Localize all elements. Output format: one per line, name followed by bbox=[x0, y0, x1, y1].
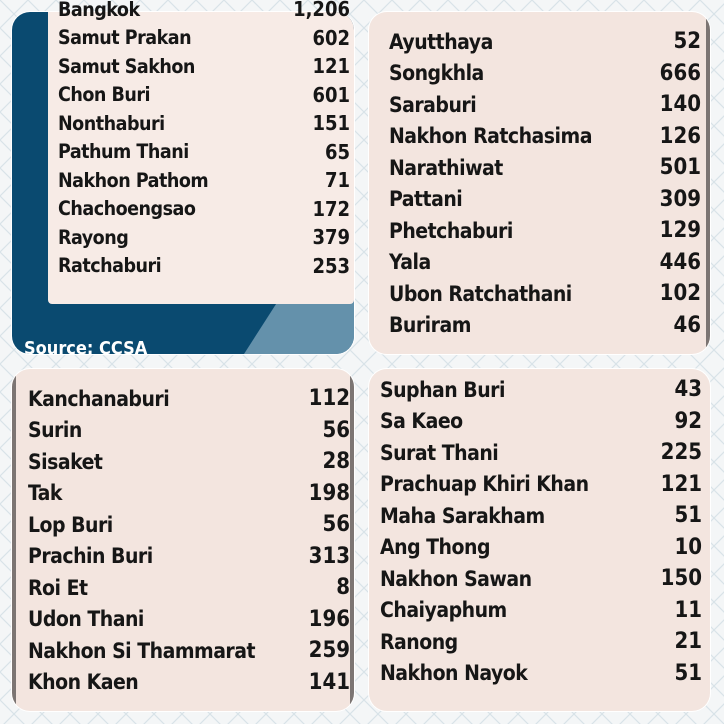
province-row bbox=[389, 152, 701, 184]
province-name: Kanchanaburi bbox=[28, 386, 170, 411]
case-count: 198 bbox=[308, 480, 350, 506]
province-list-bottom-left bbox=[28, 383, 350, 698]
case-count: 112 bbox=[308, 386, 350, 412]
province-row bbox=[58, 223, 350, 252]
province-name: Saraburi bbox=[389, 92, 477, 117]
case-count: 10 bbox=[674, 534, 702, 560]
case-count: 150 bbox=[660, 566, 702, 592]
case-count: 51 bbox=[674, 660, 702, 686]
case-count: 8 bbox=[336, 575, 350, 601]
province-row bbox=[28, 509, 350, 541]
province-row bbox=[380, 626, 702, 658]
province-list-bottom-right bbox=[380, 374, 702, 689]
province-row bbox=[28, 383, 350, 415]
province-row bbox=[380, 374, 702, 406]
province-row bbox=[58, 109, 350, 138]
province-row bbox=[380, 595, 702, 627]
case-count: 313 bbox=[308, 543, 350, 569]
case-count: 28 bbox=[322, 449, 350, 475]
province-row bbox=[389, 58, 701, 90]
province-row bbox=[389, 121, 701, 153]
province-row bbox=[389, 310, 701, 342]
case-count: 56 bbox=[322, 417, 350, 443]
case-count: 1,206 bbox=[293, 0, 350, 22]
province-row bbox=[58, 81, 350, 110]
province-name: Ratchaburi bbox=[58, 254, 162, 278]
province-row bbox=[58, 24, 350, 53]
province-row bbox=[28, 478, 350, 510]
case-count: 102 bbox=[659, 281, 701, 307]
province-row bbox=[58, 166, 350, 195]
province-row bbox=[389, 215, 701, 247]
case-count: 56 bbox=[322, 512, 350, 538]
province-row bbox=[389, 184, 701, 216]
province-name: Ranong bbox=[380, 629, 458, 654]
province-row bbox=[389, 278, 701, 310]
province-name: Lop Buri bbox=[28, 512, 113, 537]
case-count: 126 bbox=[659, 123, 701, 149]
case-count: 446 bbox=[659, 249, 701, 275]
case-count: 309 bbox=[659, 186, 701, 212]
case-count: 51 bbox=[674, 503, 702, 529]
case-count: 379 bbox=[312, 225, 350, 250]
case-count: 666 bbox=[659, 60, 701, 86]
province-name: Suphan Buri bbox=[380, 377, 505, 402]
province-row bbox=[380, 469, 702, 501]
case-count: 601 bbox=[312, 82, 350, 107]
province-name: Udon Thani bbox=[28, 607, 144, 632]
case-count: 46 bbox=[673, 312, 701, 338]
province-list-top-left bbox=[58, 0, 350, 280]
province-name: Pathum Thani bbox=[58, 140, 189, 164]
case-count: 52 bbox=[673, 29, 701, 55]
province-row bbox=[28, 446, 350, 478]
province-row bbox=[389, 89, 701, 121]
province-row bbox=[58, 0, 350, 24]
case-count: 141 bbox=[308, 669, 350, 695]
province-name: Surin bbox=[28, 418, 82, 443]
province-row bbox=[28, 635, 350, 667]
case-count: 602 bbox=[312, 25, 350, 50]
province-row bbox=[380, 563, 702, 595]
province-name: Ang Thong bbox=[380, 535, 490, 560]
case-count: 196 bbox=[308, 606, 350, 632]
province-name: Nakhon Pathom bbox=[58, 168, 209, 192]
case-count: 65 bbox=[324, 139, 350, 164]
province-row bbox=[28, 541, 350, 573]
province-name: Tak bbox=[28, 481, 62, 506]
province-row bbox=[380, 406, 702, 438]
province-name: Samut Sakhon bbox=[58, 54, 195, 78]
province-row bbox=[380, 658, 702, 690]
province-row bbox=[28, 415, 350, 447]
province-name: Roi Et bbox=[28, 575, 88, 600]
province-row bbox=[380, 532, 702, 564]
case-count: 151 bbox=[312, 111, 350, 136]
province-name: Prachuap Khiri Khan bbox=[380, 472, 589, 497]
province-name: Chaiyaphum bbox=[380, 598, 507, 623]
province-name: Yala bbox=[389, 250, 431, 275]
case-count: 92 bbox=[674, 408, 702, 434]
province-row bbox=[389, 247, 701, 279]
province-row bbox=[58, 195, 350, 224]
province-name: Pattani bbox=[389, 187, 463, 212]
province-name: Narathiwat bbox=[389, 155, 503, 180]
province-row bbox=[28, 667, 350, 699]
panel-edge bbox=[706, 12, 710, 354]
case-count: 253 bbox=[312, 253, 350, 278]
province-name: Chachoengsao bbox=[58, 197, 196, 221]
province-name: Ayutthaya bbox=[389, 29, 493, 54]
province-name: Chon Buri bbox=[58, 83, 151, 107]
province-name: Ubon Ratchathani bbox=[389, 281, 572, 306]
province-row bbox=[58, 252, 350, 281]
case-count: 140 bbox=[659, 92, 701, 118]
province-name: Buriram bbox=[389, 313, 471, 338]
province-row bbox=[28, 572, 350, 604]
province-name: Nonthaburi bbox=[58, 111, 165, 135]
panel-edge bbox=[12, 369, 16, 711]
province-name: Sa Kaeo bbox=[380, 409, 463, 434]
province-list-top-right bbox=[389, 26, 701, 341]
province-name: Nakhon Nayok bbox=[380, 661, 528, 686]
case-count: 501 bbox=[659, 155, 701, 181]
province-name: Sisaket bbox=[28, 449, 103, 474]
panel-edge bbox=[350, 369, 354, 711]
source-label: Source: CCSA bbox=[24, 338, 148, 354]
case-count: 225 bbox=[660, 440, 702, 466]
case-count: 11 bbox=[674, 597, 702, 623]
case-count: 21 bbox=[674, 629, 702, 655]
case-count: 259 bbox=[308, 638, 350, 664]
province-row bbox=[28, 604, 350, 636]
province-name: Nakhon Si Thammarat bbox=[28, 638, 256, 663]
case-count: 129 bbox=[659, 218, 701, 244]
province-name: Songkhla bbox=[389, 61, 484, 86]
case-count: 121 bbox=[660, 471, 702, 497]
province-row bbox=[58, 138, 350, 167]
province-row bbox=[58, 52, 350, 81]
province-row bbox=[389, 26, 701, 58]
province-name: Surat Thani bbox=[380, 440, 499, 465]
province-name: Nakhon Ratchasima bbox=[389, 124, 592, 149]
province-name: Bangkok bbox=[58, 0, 140, 21]
case-count: 121 bbox=[312, 54, 350, 79]
province-row bbox=[380, 500, 702, 532]
case-count: 172 bbox=[312, 196, 350, 221]
province-name: Phetchaburi bbox=[389, 218, 513, 243]
province-name: Rayong bbox=[58, 225, 129, 249]
case-count: 71 bbox=[324, 168, 350, 193]
province-name: Samut Prakan bbox=[58, 26, 192, 50]
province-name: Prachin Buri bbox=[28, 544, 153, 569]
province-name: Khon Kaen bbox=[28, 670, 139, 695]
case-count: 43 bbox=[674, 377, 702, 403]
province-name: Nakhon Sawan bbox=[380, 566, 532, 591]
province-row bbox=[380, 437, 702, 469]
province-name: Maha Sarakham bbox=[380, 503, 545, 528]
